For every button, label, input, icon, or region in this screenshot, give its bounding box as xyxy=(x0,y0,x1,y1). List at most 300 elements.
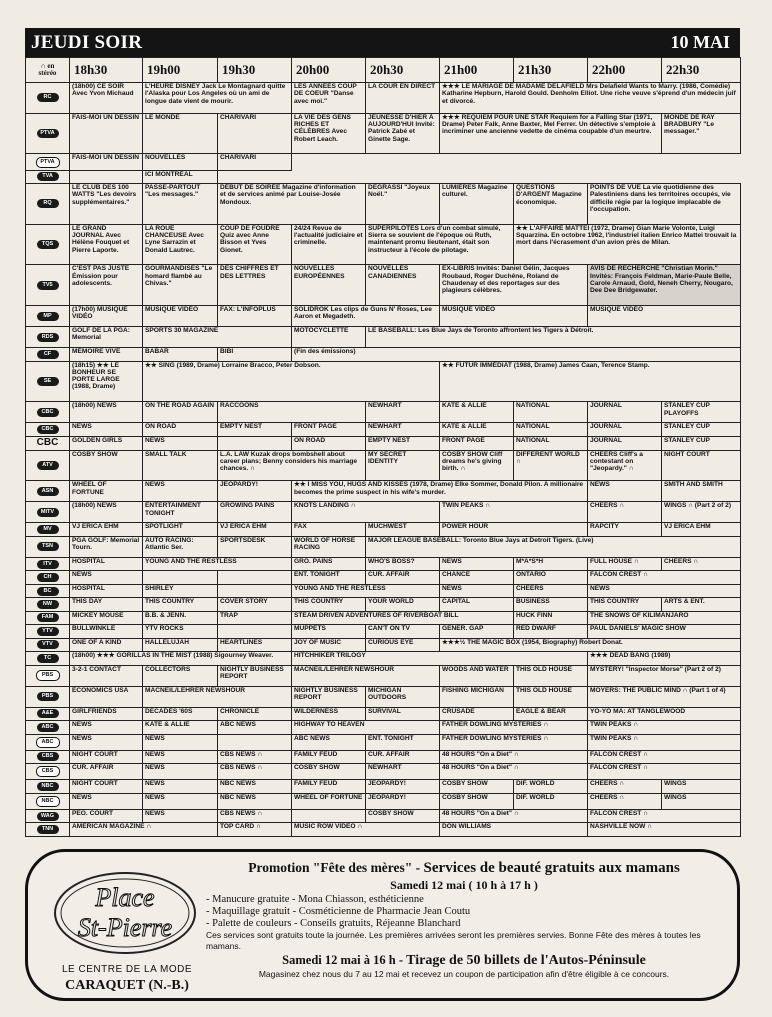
program-cell: (18h00) ★★★ GORILLAS IN THE MIST (1988) Sigourney Weaver. xyxy=(70,652,292,665)
program-cell: CURIOUS EYE xyxy=(366,638,440,651)
program-cell: DIF. WORLD xyxy=(514,780,588,793)
program-cell: CHEERS xyxy=(514,584,588,597)
channel-badge: CH xyxy=(37,573,59,582)
program-cell: MY SECRET IDENTITY xyxy=(366,450,440,481)
program-cell: ON ROAD xyxy=(143,423,218,436)
program-cell: SUPERPILOTES Lors d'un combat simulé, Sierra se souvient de l'époque où Ruth, maintenant promu lieutenant, était son instructeur à l'école de pilotage. xyxy=(366,224,514,265)
channel-badge-cell xyxy=(26,750,70,763)
channel-row xyxy=(26,652,741,665)
program-cell: FAIS-MOI UN DESSIN xyxy=(70,154,143,170)
channel-row xyxy=(26,83,741,114)
channel-badge: MITV xyxy=(37,508,59,517)
channel-badge-cell xyxy=(26,348,70,361)
program-cell: THIS DAY xyxy=(70,598,143,611)
headphones-icon: ∩ xyxy=(40,62,46,70)
program-cell: MUSIQUE VIDÉO xyxy=(440,306,588,327)
program-cell: YOUNG AND THE RESTLESS xyxy=(143,557,292,570)
program-cell: CAPITAL xyxy=(440,598,514,611)
program-cell: JOURNAL xyxy=(588,423,662,436)
program-cell: NEWS xyxy=(70,423,143,436)
channel-badge: MP xyxy=(37,312,59,321)
program-cell: ★★ I MISS YOU, HUGS AND KISSES (1978, Drame) Elke Sommer, Donald Pilon. A millionaire becomes the prime suspect in his wife's murder. xyxy=(292,481,588,502)
date-title: 10 MAI xyxy=(670,32,730,52)
draw-note: Magasinez chez nous du 7 au 12 mai et recevez un coupon de participation afin d'être éligible à ce concours. xyxy=(258,969,670,979)
program-cell: BULLWINKLE xyxy=(70,625,143,638)
channel-badge: VTV xyxy=(37,640,59,649)
channel-badge-cell xyxy=(26,306,70,327)
program-cell: LA ROUE CHANCEUSE Avec Lyne Sarrazin et Donald Lautrec. xyxy=(143,224,218,265)
program-cell: GIRLFRIENDS xyxy=(70,707,143,720)
program-cell: 48 HOURS "On a Diet" ∩ xyxy=(440,750,588,763)
program-cell: CHANCE xyxy=(440,571,514,584)
channel-badge: ABC xyxy=(37,723,59,732)
channel-row xyxy=(26,170,741,183)
program-cell: TRAP xyxy=(218,611,292,624)
program-cell: ★★ L'AFFAIRE MATTEI (1972, Drame) Gian Marie Volonte, Luigi Squarzina. En octobre 1962, l'industriel italien Enrico Mattei trouvait la mort dans l'écrasement d'un avion près de Milan. xyxy=(514,224,741,265)
program-cell: ENT. TONIGHT xyxy=(366,734,440,750)
program-cell: LES ANNÉES COUP DE COEUR "Danse avec moi." xyxy=(292,83,366,114)
program-cell: FALCON CREST ∩ xyxy=(588,764,741,780)
channel-badge: PTVA xyxy=(36,157,60,168)
program-cell: NIGHT COURT xyxy=(70,780,143,793)
program-cell: CUR. AFFAIR xyxy=(70,764,143,780)
program-cell: CHEERS Cliff's a contestant on "Jeopardy." ∩ xyxy=(588,450,662,481)
program-cell: THIS COUNTRY xyxy=(292,598,366,611)
program-cell: GOURMANDISES "Le homard flambé au Chivas." xyxy=(143,265,218,306)
program-cell: NEWS xyxy=(143,809,218,822)
program-cell: NEWS xyxy=(70,721,143,734)
channel-badge: ASN xyxy=(37,487,59,496)
program-cell: MUPPETS xyxy=(292,625,366,638)
program-cell: KATE & ALLIE xyxy=(440,402,514,423)
program-cell: JEOPARDY! xyxy=(218,481,292,502)
stereo-label: stéréo xyxy=(38,69,57,77)
channel-row xyxy=(26,502,741,523)
program-cell: NATIONAL xyxy=(514,402,588,423)
program-cell: MOYERS: THE PUBLIC MIND ∩ (Part 1 of 4) xyxy=(588,686,741,707)
program-cell: MUSIQUE VIDÉO xyxy=(143,306,218,327)
program-cell: POINTS DE VUE La vie quotidienne des Palestiniens dans les territoires occupés, vie difficile régie par la logique implacable de l'occupation. xyxy=(588,184,741,225)
program-cell: TWIN PEAKS ∩ xyxy=(588,734,741,750)
promo-service: - Palette de couleurs - Conseils gratuits, Réjeanne Blanchard xyxy=(206,918,461,929)
channel-badge-cell xyxy=(26,598,70,611)
program-cell: JEUNESSE D'HIER À AUJOURD'HUI Invité: Patrick Zabé et Ginette Sage. xyxy=(366,113,440,154)
channel-badge-cell xyxy=(26,809,70,822)
channel-row xyxy=(26,402,741,423)
program-cell: HIGHWAY TO HEAVEN xyxy=(292,721,440,734)
channel-row xyxy=(26,306,741,327)
program-cell: VJ ERICA EHM xyxy=(662,523,741,536)
program-cell: FISHING MICHIGAN xyxy=(440,686,514,707)
program-cell: ONE OF A KIND xyxy=(70,638,143,651)
program-cell: NEWS xyxy=(588,481,662,502)
channel-badge: ITV xyxy=(37,560,59,569)
program-cell xyxy=(218,571,292,584)
channel-badge: ABC xyxy=(36,737,60,748)
program-cell: EX-LIBRIS Invités: Daniel Gélin, Jacques Roubaud, Roger Duchêne, Roland de Chaudenay et des reportages sur des plagieurs célèbres. xyxy=(440,265,588,306)
program-cell: LE BASEBALL: Les Blue Jays de Toronto affrontent les Tigers à Détroit. xyxy=(366,327,741,348)
channel-row xyxy=(26,557,741,570)
program-cell: SURVIVAL xyxy=(366,707,440,720)
program-cell: ICI MONTRÉAL xyxy=(143,170,218,183)
program-cell: RAPCITY xyxy=(588,523,662,536)
program-cell: NEWS xyxy=(143,436,218,450)
channel-badge-cell xyxy=(26,224,70,265)
program-cell: NEWS xyxy=(143,764,218,780)
program-cell: CRUSADE xyxy=(440,707,514,720)
time-slot-header: 19h00 xyxy=(143,58,218,83)
program-cell: QUESTIONS D'ARGENT Magazine économique. xyxy=(514,184,588,225)
program-cell: CBS NEWS ∩ xyxy=(218,809,292,822)
program-cell: SMITH AND SMITH xyxy=(662,481,741,502)
channel-badge-cell xyxy=(26,721,70,734)
channel-badge: A&E xyxy=(37,709,59,718)
program-cell: VJ ERICA EHM xyxy=(70,523,143,536)
program-cell: ON ROAD xyxy=(292,436,366,450)
channel-badge-cell xyxy=(26,265,70,306)
program-cell: COSBY SHOW xyxy=(440,793,514,809)
program-cell: ON THE ROAD AGAIN xyxy=(143,402,218,423)
channel-badge-cell xyxy=(26,764,70,780)
channel-row xyxy=(26,450,741,481)
program-cell: STANLEY CUP xyxy=(662,436,741,450)
channel-row xyxy=(26,113,741,154)
program-cell: GROWING PAINS xyxy=(218,502,292,523)
program-cell: HEARTLINES xyxy=(218,638,292,651)
promo-service: - Manucure gratuite - Mona Chiasson, esthéticienne xyxy=(206,894,424,905)
program-cell: DECADES '60S xyxy=(143,707,218,720)
program-cell: BUSINESS xyxy=(514,598,588,611)
program-cell: LE GRAND JOURNAL Avec Hélène Fouquet et Pierre Laporte. xyxy=(70,224,143,265)
logo-tagline: LE CENTRE DE LA MODE xyxy=(61,964,193,975)
program-cell: AUTO RACING: Atlantic Ser. xyxy=(143,536,218,557)
schedule-grid xyxy=(25,57,741,837)
listing-header xyxy=(25,28,740,57)
program-cell: L'HEURE DISNEY Jack Le Montagnard quitte l'Alaska pour Los Angeles où un ami de longue date vient de mourir. xyxy=(143,83,292,114)
program-cell: NOUVELLES EUROPÉENNES xyxy=(292,265,366,306)
program-cell: KATE & ALLIE xyxy=(440,423,514,436)
program-cell: COSBY SHOW xyxy=(70,450,143,481)
program-cell: (Fin des émissions) xyxy=(292,348,741,361)
channel-badge: ATV xyxy=(37,461,59,470)
program-cell: GOLF DE LA PGA: Memorial xyxy=(70,327,143,348)
program-cell: CHARIVARI xyxy=(218,113,292,154)
channel-badge-cell xyxy=(26,780,70,793)
program-cell: (18h00) NEWS xyxy=(70,502,143,523)
program-cell: (18h00) NEWS xyxy=(70,402,143,423)
program-cell: MÉMOIRE VIVE xyxy=(70,348,143,361)
program-cell: M*A*S*H xyxy=(514,557,588,570)
channel-row xyxy=(26,793,741,809)
program-cell: DIF. WORLD xyxy=(514,793,588,809)
schedule-body xyxy=(26,83,741,837)
program-cell: YOUR WORLD xyxy=(366,598,440,611)
channel-badge: TC xyxy=(37,654,59,663)
program-cell: NEWS xyxy=(440,557,514,570)
program-cell: ENTERTAINMENT TONIGHT xyxy=(143,502,218,523)
channel-badge-cell xyxy=(26,523,70,536)
program-cell xyxy=(143,571,218,584)
program-cell: NEWS xyxy=(143,734,218,750)
program-cell: EAGLE & BEAR xyxy=(514,707,588,720)
stereo-en: en xyxy=(47,62,55,70)
channel-badge: PBS xyxy=(37,692,59,701)
program-cell: CBS NEWS ∩ xyxy=(218,750,292,763)
program-cell: DEGRASSI "Joyeux Noël." xyxy=(366,184,440,225)
channel-row xyxy=(26,598,741,611)
channel-badge-cell xyxy=(26,584,70,597)
channel-badge-cell xyxy=(26,361,70,402)
channel-badge-cell xyxy=(26,665,70,686)
program-cell: PAUL DANIELS' MAGIC SHOW xyxy=(588,625,741,638)
channel-badge: RDS xyxy=(37,333,59,342)
channel-badge-cell xyxy=(26,823,70,837)
program-cell: ★★★ REQUIEM POUR UNE STAR Requiem for a Falling Star (1971, Drame) Peter Falk, Anne Baxter, Mel Ferrer. Un détective s'emploie à incriminer une ancienne vedette de cinéma coupable d'un meurtre. xyxy=(440,113,662,154)
channel-row xyxy=(26,361,741,402)
channel-badge-cell xyxy=(26,625,70,638)
channel-row xyxy=(26,224,741,265)
channel-badge: TQS xyxy=(37,240,59,249)
program-cell: FRONT PAGE xyxy=(440,436,514,450)
channel-row xyxy=(26,536,741,557)
program-cell: FAIS-MOI UN DESSIN xyxy=(70,113,143,154)
program-cell: CHARIVARI xyxy=(218,154,292,170)
channel-badge-cell xyxy=(26,402,70,423)
logo-graphic xyxy=(50,868,200,958)
program-cell: (17h00) MUSIQUE VIDÉO xyxy=(70,306,143,327)
program-cell: NBC NEWS xyxy=(218,780,292,793)
program-cell: JEOPARDY! xyxy=(366,780,440,793)
program-cell: MOTOCYCLETTE xyxy=(292,327,366,348)
program-cell: FAX xyxy=(292,523,366,536)
program-cell: NIGHT COURT xyxy=(662,450,741,481)
program-cell xyxy=(292,809,366,822)
program-cell: HUCK FINN xyxy=(514,611,588,624)
program-cell: NATIONAL xyxy=(514,423,588,436)
channel-badge-cell xyxy=(26,793,70,809)
channel-badge-cell xyxy=(26,154,70,170)
program-cell xyxy=(218,436,292,450)
program-cell: JOY OF MUSIC xyxy=(292,638,366,651)
program-cell: ENT. TONIGHT xyxy=(292,571,366,584)
program-cell: TOP CARD ∩ xyxy=(218,823,292,837)
program-cell: ABC NEWS xyxy=(292,734,366,750)
channel-badge-cell xyxy=(26,571,70,584)
program-cell: CUR. AFFAIR xyxy=(366,571,440,584)
program-cell: NIGHTLY BUSINESS REPORT xyxy=(218,665,292,686)
program-cell: NASHVILLE NOW ∩ xyxy=(588,823,741,837)
program-cell: THIS COUNTRY xyxy=(588,598,662,611)
channel-badge: MV xyxy=(37,525,59,534)
channel-badge: NBC xyxy=(37,782,59,791)
program-cell: STANLEY CUP PLAYOFFS xyxy=(662,402,741,423)
program-cell: NIGHT COURT xyxy=(70,750,143,763)
program-cell: FRONT PAGE xyxy=(292,423,366,436)
channel-badge: TV5 xyxy=(37,281,59,290)
program-cell: KATE & ALLIE xyxy=(143,721,218,734)
channel-badge: NW xyxy=(37,600,59,609)
program-cell: LUMIÈRES Magazine culturel. xyxy=(440,184,514,225)
channel-badge-cell xyxy=(26,481,70,502)
program-cell: SMALL TALK xyxy=(143,450,218,481)
program-cell: NOUVELLES CANADIENNES xyxy=(366,265,440,306)
draw-date: Samedi 12 mai à 16 h - xyxy=(282,953,407,967)
program-cell: JEOPARDY! xyxy=(366,793,440,809)
channel-badge: CBS xyxy=(37,752,59,761)
program-cell: VJ ERICA EHM xyxy=(218,523,292,536)
channel-badge: PBS xyxy=(36,670,60,681)
program-cell: (18h00) CE SOIR Avec Yvon Michaud xyxy=(70,83,143,114)
channel-badge-cell xyxy=(26,436,70,450)
program-cell: NEWS xyxy=(70,734,143,750)
program-cell: (18h15) ★★ LE BONHEUR SE PORTE LARGE (1988, Drame) xyxy=(70,361,143,402)
stereo-legend xyxy=(26,58,70,83)
program-cell: YTV ROCKS xyxy=(143,625,218,638)
program-cell: CBS NEWS ∩ xyxy=(218,764,292,780)
promo-service: - Maquillage gratuit - Cosméticienne de Pharmacie Jean Coutu xyxy=(206,906,471,917)
program-cell: FATHER DOWLING MYSTERIES ∩ xyxy=(440,734,588,750)
program-cell: COSBY SHOW Cliff dreams he's giving birth. ∩ xyxy=(440,450,514,481)
program-cell: WINGS xyxy=(662,793,741,809)
program-cell: NIGHTLY BUSINESS REPORT xyxy=(292,686,366,707)
program-cell: LE CLUB DES 100 WATTS "Les devoirs supplémentaires." xyxy=(70,184,143,225)
program-cell: NBC NEWS xyxy=(218,793,292,809)
program-cell: NATIONAL xyxy=(514,436,588,450)
channel-badge: CBC xyxy=(36,437,59,449)
program-cell: 48 HOURS "On a Diet" ∩ xyxy=(440,809,588,822)
program-cell: NEWS xyxy=(70,793,143,809)
channel-badge: CBC xyxy=(37,408,59,417)
channel-badge: TNN xyxy=(37,825,59,834)
channel-row xyxy=(26,665,741,686)
time-slot-header: 20h00 xyxy=(292,58,366,83)
program-cell: ★★★½ THE MAGIC BOX (1954, Biography) Robert Donat. xyxy=(440,638,741,651)
program-cell: SOLIDROK Les clips de Guns N' Roses, Lee Aaron et Megadeth. xyxy=(292,306,440,327)
channel-row xyxy=(26,154,741,170)
program-cell: MICKEY MOUSE xyxy=(70,611,143,624)
program-cell: TWIN PEAKS ∩ xyxy=(440,502,588,523)
program-cell: THE SNOWS OF KILIMANJARO xyxy=(588,611,741,624)
program-cell: STEAM DRIVEN ADVENTURES OF RIVERBOAT BILL xyxy=(292,611,514,624)
program-cell: MICHIGAN OUTDOORS xyxy=(366,686,440,707)
channel-badge: CBC xyxy=(37,425,59,434)
promo-title-b: Services de beauté gratuits aux mamans xyxy=(423,860,680,876)
program-cell: FULL HOUSE ∩ xyxy=(588,557,662,570)
program-cell: DES CHIFFRES ET DES LETTRES xyxy=(218,265,292,306)
program-cell: WILDERNESS xyxy=(292,707,366,720)
channel-row xyxy=(26,611,741,624)
program-cell: CUR. AFFAIR xyxy=(366,750,440,763)
channel-badge-cell xyxy=(26,327,70,348)
promo-date: Samedi 12 mai ( 10 h à 17 h ) xyxy=(390,878,538,892)
channel-badge: RC xyxy=(37,93,59,102)
channel-badge: NBC xyxy=(36,796,60,807)
program-cell: ★★ FUTUR IMMÉDIAT (1988, Drame) James Caan, Terence Stamp. xyxy=(440,361,741,402)
logo-city: CARAQUET (N.-B.) xyxy=(65,978,189,993)
channel-row xyxy=(26,707,741,720)
program-cell: 24/24 Revue de l'actualité judiciaire et criminelle. xyxy=(292,224,366,265)
channel-row xyxy=(26,764,741,780)
program-cell: NEWS xyxy=(143,793,218,809)
program-cell: CHRONICLE xyxy=(218,707,292,720)
channel-badge-cell xyxy=(26,557,70,570)
program-cell xyxy=(218,734,292,750)
program-cell: THIS COUNTRY xyxy=(143,598,218,611)
channel-row xyxy=(26,327,741,348)
channel-badge-cell xyxy=(26,113,70,154)
channel-row xyxy=(26,423,741,436)
program-cell: WINGS xyxy=(662,780,741,793)
program-cell: LA VIE DES GENS RICHES ET CÉLÈBRES Avec Robert Leach. xyxy=(292,113,366,154)
program-cell: FALCON CREST ∩ xyxy=(588,750,741,763)
channel-row xyxy=(26,823,741,837)
schedule-grid-wrapper xyxy=(25,57,740,837)
channel-row xyxy=(26,625,741,638)
time-slot-header: 21h00 xyxy=(440,58,514,83)
program-cell: 3-2-1 CONTACT xyxy=(70,665,143,686)
channel-row xyxy=(26,686,741,707)
program-cell: JOURNAL xyxy=(588,402,662,423)
time-header-row xyxy=(26,58,741,83)
program-cell: GENER. GAP xyxy=(440,625,514,638)
program-cell: PASSE-PARTOUT "Les messages." xyxy=(143,184,218,225)
channel-badge-cell xyxy=(26,734,70,750)
program-cell: HALLELUJAH xyxy=(143,638,218,651)
program-cell: SPOTLIGHT xyxy=(143,523,218,536)
promo-title-a: Promotion "Fête des mères" - xyxy=(248,860,424,875)
channel-badge-cell xyxy=(26,170,70,183)
program-cell: COUP DE FOUDRE Quiz avec Anne Bisson et Yves Gionet. xyxy=(218,224,292,265)
program-cell: L.A. LAW Kuzak drops bombshell about career plans; Benny considers his marriage chances. ∩ xyxy=(218,450,366,481)
program-cell: SPORTSDESK xyxy=(218,536,292,557)
program-cell: PGA GOLF: Memorial Tourn. xyxy=(70,536,143,557)
program-cell: NEWHART xyxy=(366,764,440,780)
channel-badge: CF xyxy=(37,350,59,359)
channel-badge: BC xyxy=(37,587,59,596)
program-cell: LA COUR EN DIRECT xyxy=(366,83,440,114)
program-cell: BIBI xyxy=(218,348,292,361)
channel-badge: FAM xyxy=(37,613,59,622)
program-cell: WINGS ∩ (Part 2 of 2) xyxy=(662,502,741,523)
program-cell: RED DWARF xyxy=(514,625,588,638)
program-cell: MONDE DE RAY BRADBURY "Le messager." xyxy=(662,113,741,154)
channel-row xyxy=(26,523,741,536)
program-cell xyxy=(70,170,143,183)
program-cell: ONTARIO xyxy=(514,571,588,584)
channel-badge-cell xyxy=(26,707,70,720)
program-cell: NEWS xyxy=(143,750,218,763)
channel-row xyxy=(26,348,741,361)
program-cell: WHEEL OF FORTUNE xyxy=(70,481,143,502)
time-slot-header: 22h30 xyxy=(662,58,741,83)
time-slot-header: 18h30 xyxy=(70,58,143,83)
program-cell: NEWS xyxy=(440,584,514,597)
program-cell: WORLD OF HORSE RACING xyxy=(292,536,366,557)
program-cell: GOLDEN GIRLS xyxy=(70,436,143,450)
time-slot-header: 20h30 xyxy=(366,58,440,83)
program-cell: HOSPITAL xyxy=(70,584,143,597)
program-cell: NEWS xyxy=(70,571,143,584)
time-slot-header: 21h30 xyxy=(514,58,588,83)
program-cell: YOUNG AND THE RESTLESS xyxy=(292,584,440,597)
program-cell: YO-YO MA: AT TANGLEWOOD xyxy=(588,707,741,720)
promo-services-list xyxy=(204,894,724,930)
program-cell: EMPTY NEST xyxy=(366,436,440,450)
program-cell: COSBY SHOW xyxy=(292,764,366,780)
channel-row xyxy=(26,734,741,750)
channel-badge-cell xyxy=(26,450,70,481)
program-cell: AVIS DE RECHERCHE "Christian Morin." Invités: François Feldman, Marie-Paule Belle, Carole Arnaud, Gold, Neneh Cherry, Nougaro, Dee Dee Bridgewater. xyxy=(588,265,741,306)
